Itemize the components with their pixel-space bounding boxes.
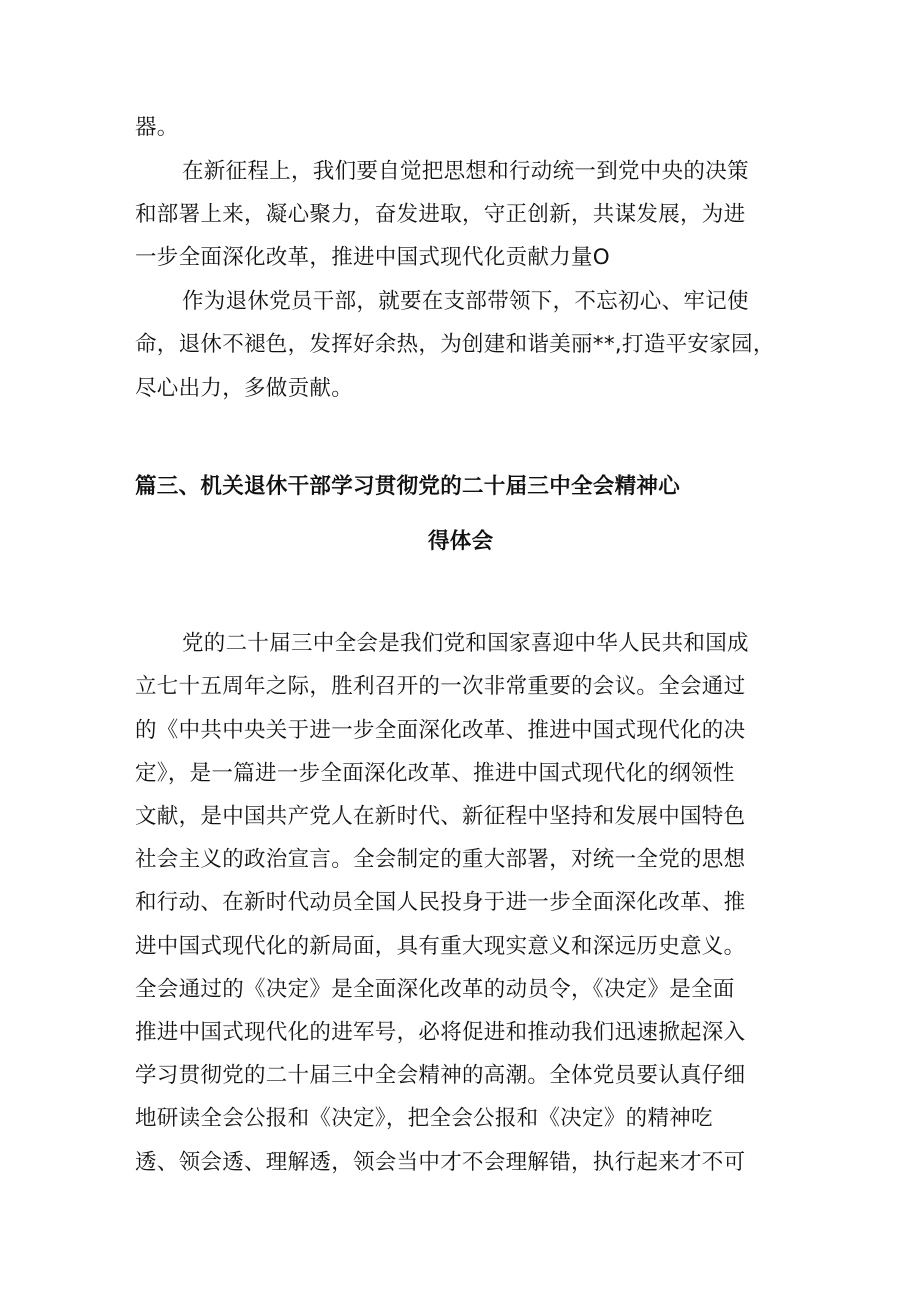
paragraph-line: 学习贯彻党的二十届三中全会精神的高潮。全体党员要认真仔细 bbox=[135, 1063, 746, 1088]
paragraph-line: 器。 bbox=[135, 115, 179, 140]
paragraph-line: 的《中共中央关于进一步全面深化改革、推进中国式现代化的决 bbox=[135, 718, 746, 743]
paragraph-line: 社会主义的政治宣言。全会制定的重大部署，对统一全党的思想 bbox=[135, 847, 746, 872]
paragraph-line: 一步全面深化改革，推进中国式现代化贡献力量O bbox=[135, 245, 611, 270]
paragraph-line: 推进中国式现代化的进军号，必将促进和推动我们迅速掀起深入 bbox=[135, 1020, 746, 1045]
paragraph-line: 全会通过的《决定》是全面深化改革的动员令，《决定》是全面 bbox=[135, 977, 735, 1002]
paragraph-line: 尽心出力，多做贡献。 bbox=[135, 376, 354, 401]
section-heading-continuation: 得体会 bbox=[428, 529, 494, 554]
paragraph-line: 进中国式现代化的新局面，具有重大现实意义和深远历史意义。 bbox=[135, 934, 746, 959]
paragraph-line: 命，退休不褪色，发挥好余热，为创建和谐美丽**,打造平安家园， bbox=[135, 332, 775, 357]
paragraph-line: 作为退休党员干部，就要在支部带领下，不忘初心、牢记使 bbox=[182, 289, 749, 314]
section-heading: 篇三、机关退休干部学习贯彻党的二十届三中全会精神心 bbox=[135, 474, 681, 499]
paragraph-line: 透、领会透、理解透，领会当中才不会理解错，执行起来才不可 bbox=[135, 1150, 746, 1175]
paragraph-line: 和行动、在新时代动员全国人民投身于进一步全面深化改革、推 bbox=[135, 890, 746, 915]
paragraph-line: 地研读全会公报和《决定》，把全会公报和《决定》的精神吃 bbox=[135, 1106, 713, 1131]
paragraph-line: 文献，是中国共产党人在新时代、新征程中坚持和发展中国特色 bbox=[135, 804, 746, 829]
paragraph-line: 在新征程上，我们要自觉把思想和行动统一到党中央的决策 bbox=[182, 159, 749, 184]
paragraph-line: 立七十五周年之际，胜利召开的一次非常重要的会议。全会通过 bbox=[135, 674, 746, 699]
paragraph-line: 党的二十届三中全会是我们党和国家喜迎中华人民共和国成 bbox=[182, 631, 749, 656]
paragraph-line: 和部署上来，凝心聚力，奋发进取，守正创新，共谋发展，为进 bbox=[135, 202, 746, 227]
paragraph-line: 定》，是一篇进一步全面深化改革、推进中国式现代化的纲领性 bbox=[135, 761, 735, 786]
